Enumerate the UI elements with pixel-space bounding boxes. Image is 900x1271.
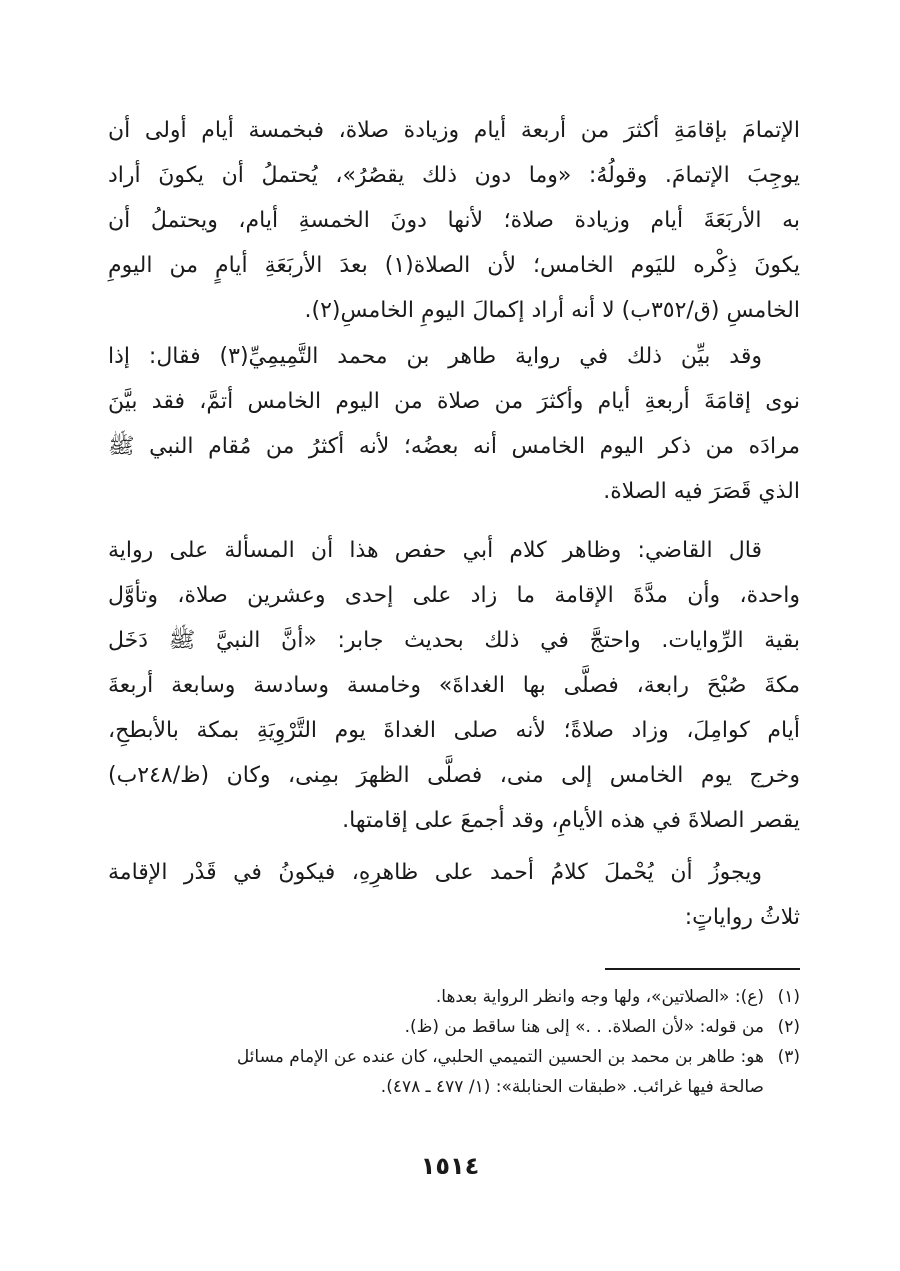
- text-line: واحدة، وأن مدَّةَ الإقامة ما زاد على إحدى وعشرين صلاة، وتأوَّل: [108, 583, 800, 608]
- text-line: يقصر الصلاةَ في هذه الأيامِ، وقد أجمعَ على إقامتها.: [342, 808, 800, 833]
- footnote-divider: [605, 968, 800, 970]
- text-line: مرادَه من ذكر اليوم الخامس أنه بعضُه؛ لأنه أكثرُ من مُقام النبي ﷺ: [108, 434, 800, 459]
- text-line: ويجوزُ أن يُحْملَ كلامُ أحمد على ظاهرِهِ، فيكونُ في قَدْر الإقامة: [108, 860, 762, 885]
- text-line: أيام كوامِلَ، وزاد صلاةً؛ لأنه صلى الغداةَ يوم التَّرْوِيَةِ بمكة بالأبطحِ،: [108, 718, 800, 743]
- text-line: يوجِبَ الإتمامَ. وقولُهُ: «وما دون ذلك يقصُرُ»، يُحتملُ أن يكونَ أراد: [108, 163, 800, 188]
- text-line: به الأربَعَةَ أيام وزيادة صلاة؛ لأنها دونَ الخمسةِ أيام، ويحتملُ أن: [108, 208, 800, 233]
- footnote-text: صالحة فيها غرائب. «طبقات الحنابلة»: (١/ ٤٧٧ ـ ٤٧٨).: [380, 1077, 764, 1097]
- footnote-3: [108, 1042, 800, 1102]
- text-line: ثلاثُ رواياتٍ:: [684, 905, 800, 930]
- footnote-number: (١): [777, 987, 800, 1007]
- text-line: بقية الرِّوايات. واحتجَّ في ذلك بحديث جابر: «أنَّ النبيَّ ﷺ دَخَل: [108, 628, 800, 653]
- paragraph-2: [108, 334, 800, 514]
- footnote-text: (ع): «الصلاتين»، ولها وجه وانظر الرواية بعدها.: [435, 987, 764, 1007]
- footnote-number: (٢): [777, 1017, 800, 1037]
- text-line: يكونَ ذِكْره لليَوم الخامس؛ لأن الصلاة(١) بعدَ الأربَعَةِ أيامٍ من اليومِ: [108, 253, 800, 278]
- text-line: قال القاضي: وظاهر كلام أبي حفص هذا أن المسألة على رواية: [108, 538, 762, 563]
- text-line: نوى إقامَةَ أربعةِ أيام وأكثرَ من صلاة من اليوم الخامس أتمَّ، فقد بيَّنَ: [108, 389, 800, 414]
- footnote-text: هو: طاهر بن محمد بن الحسين التميمي الحلبي، كان عنده عن الإمام مسائل: [236, 1047, 764, 1067]
- footnote-2: [108, 1012, 800, 1042]
- text-line: وقد بيِّن ذلك في رواية طاهر بن محمد التَّمِيمِيِّ(٣) فقال: إذا: [108, 344, 762, 369]
- text-line: مكةَ صُبْحَ رابعة، فصلَّى بها الغداةَ» وخامسة وسادسة وسابعة أربعةَ: [108, 673, 800, 698]
- paragraph-1: [108, 108, 800, 333]
- page-number: ١٥١٤: [420, 1152, 480, 1180]
- text-line: الخامسِ (ق/٣٥٢ب) لا أنه أراد إكمالَ اليومِ الخامسِ(٢).: [304, 298, 800, 323]
- text-line: وخرج يوم الخامس إلى منى، فصلَّى الظهرَ بمِنى، وكان (ظ/٢٤٨ب): [108, 763, 800, 788]
- text-line: الذي قَصَرَ فيه الصلاة.: [603, 479, 800, 504]
- paragraph-4: [108, 850, 800, 940]
- text-line: الإتمامَ بإقامَةِ أكثرَ من أربعة أيام وزيادة صلاة، فبخمسة أيام أولى أن: [108, 118, 800, 143]
- paragraph-3: [108, 528, 800, 843]
- footnote-1: [108, 982, 800, 1012]
- footnote-text: من قوله: «لأن الصلاة. . .» إلى هنا ساقط من (ظ).: [404, 1017, 764, 1037]
- footnotes: [108, 982, 800, 1102]
- footnote-number: (٣): [777, 1047, 800, 1067]
